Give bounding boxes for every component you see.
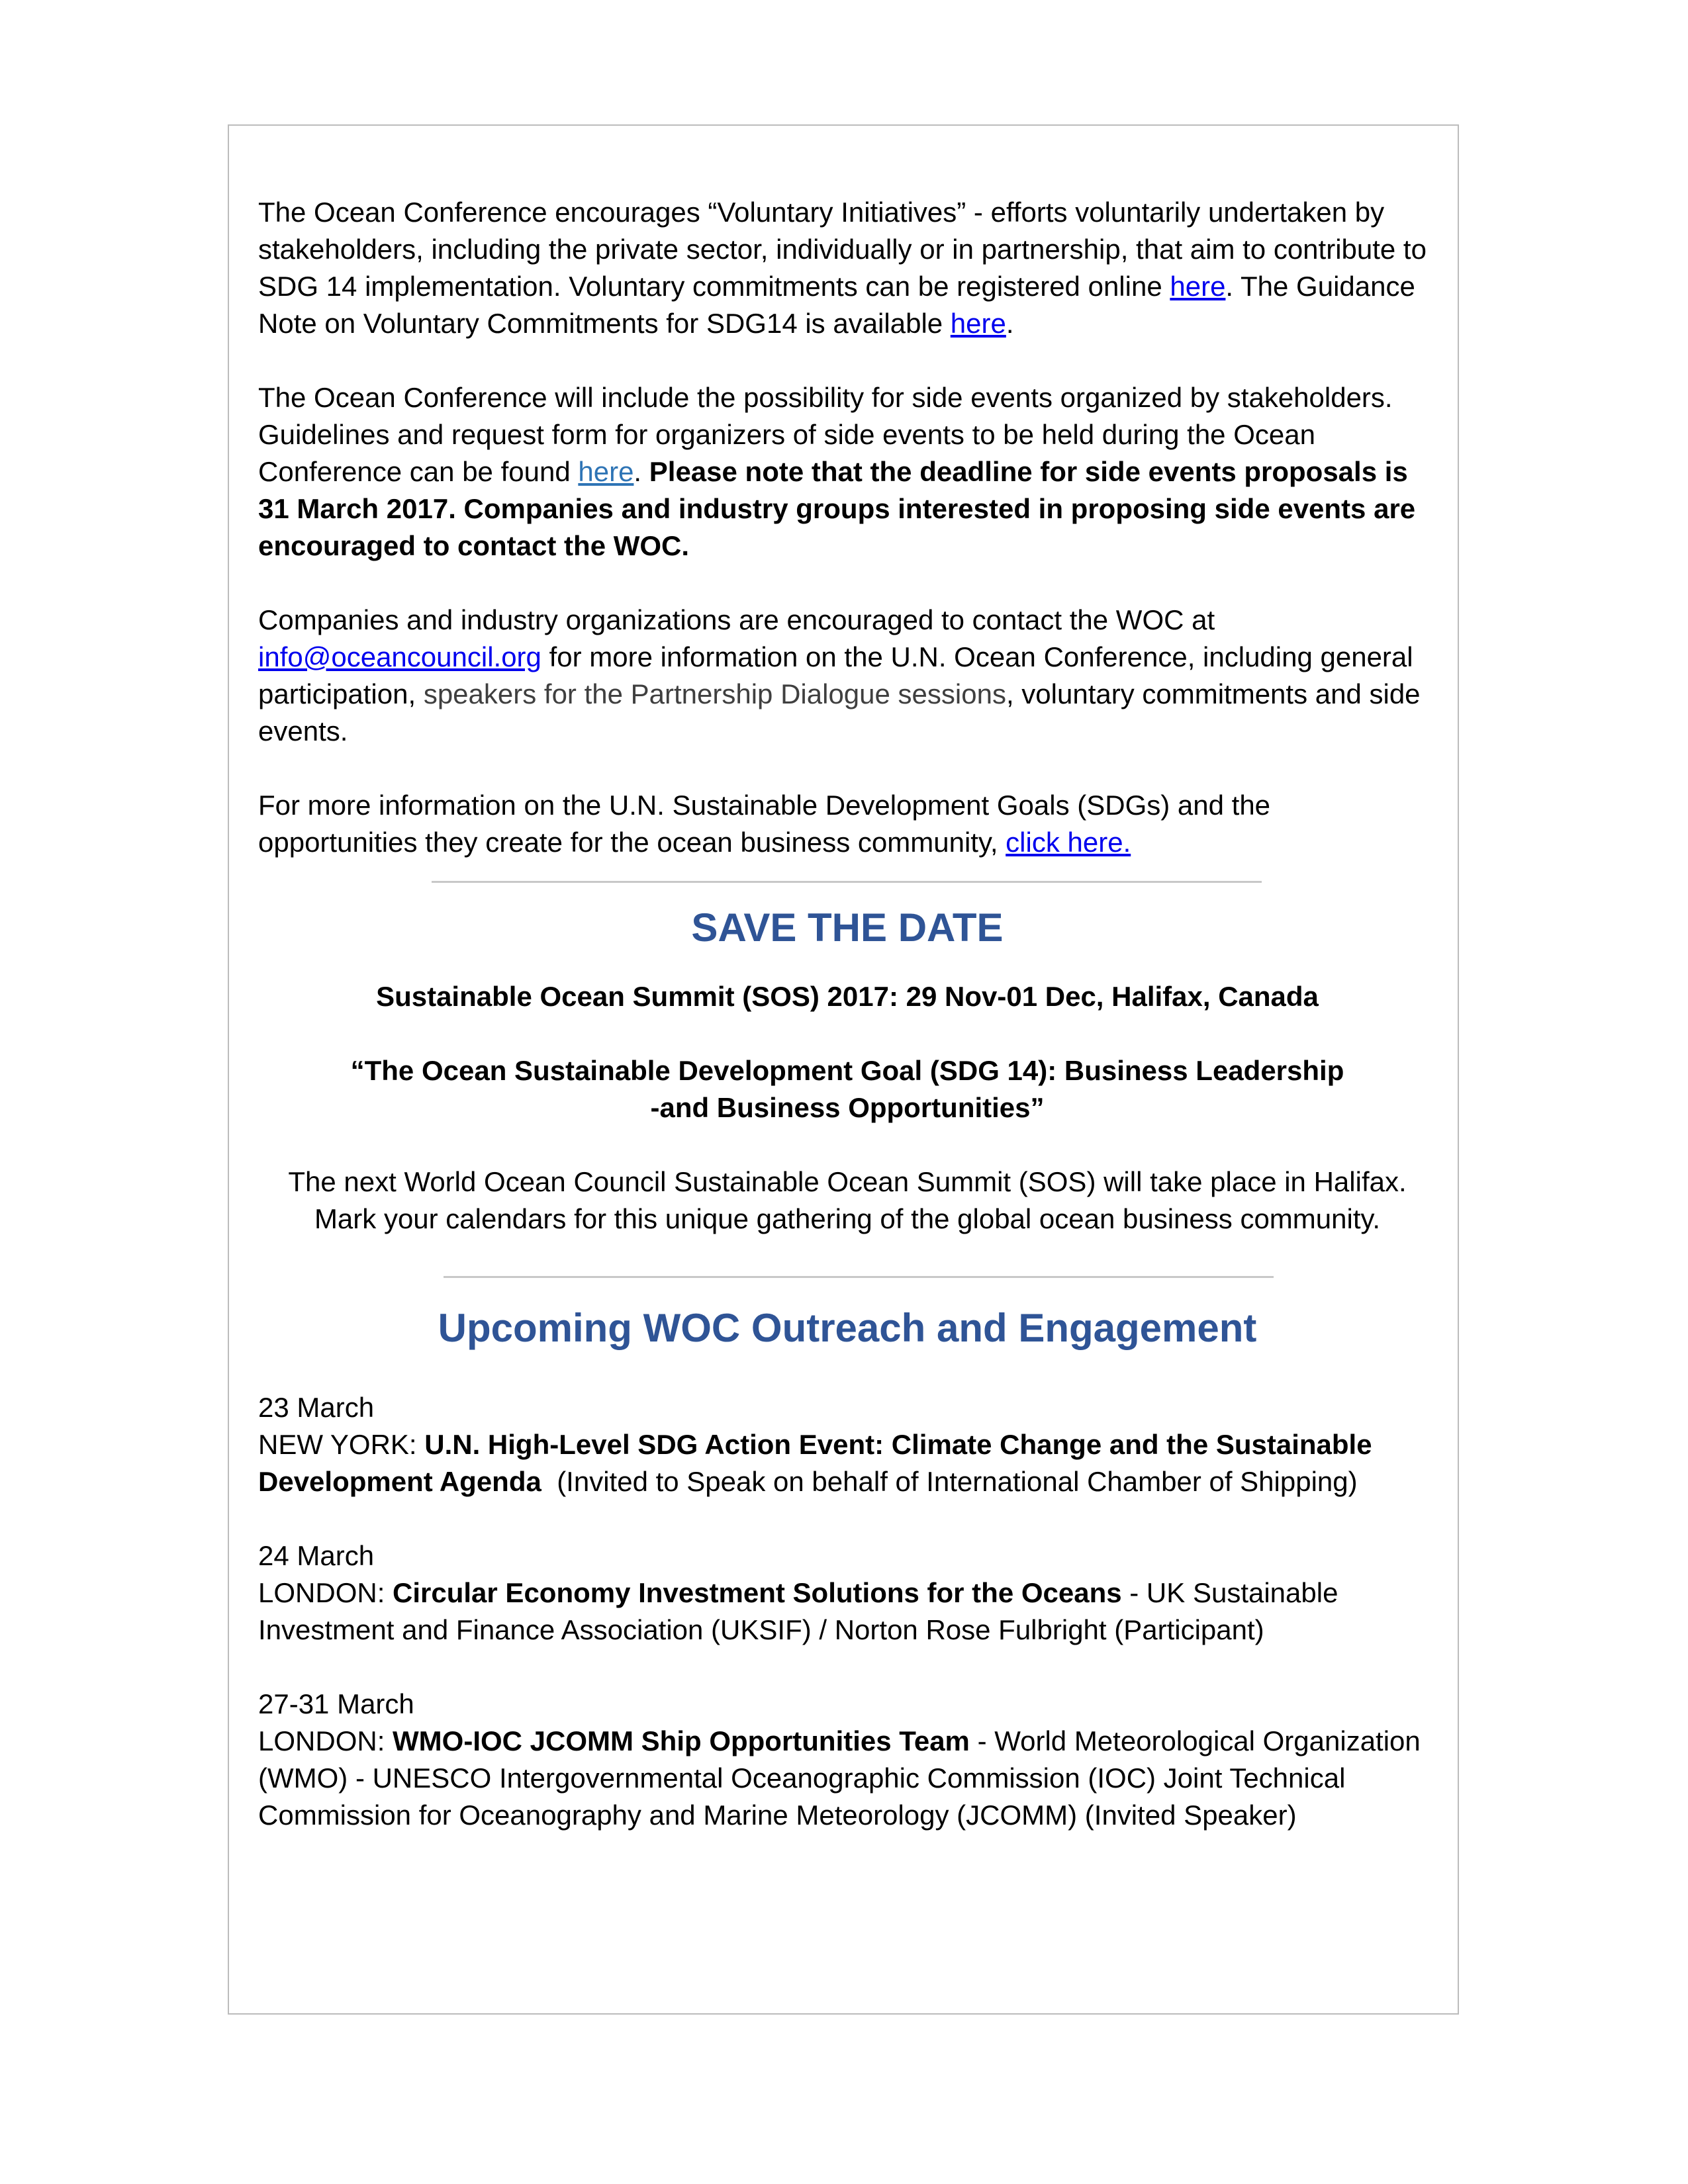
theme-line-2: -and Business Opportunities” [650, 1092, 1045, 1123]
email-link[interactable]: info@oceancouncil.org [258, 641, 541, 672]
outreach-heading: Upcoming WOC Outreach and Engagement [438, 1306, 1257, 1350]
text: . The Guidance Note on Voluntary Commitments for SDG14 is available [258, 271, 1415, 339]
partnership-dialogue-text: speakers for the Partnership Dialogue sessions [423, 678, 1006, 709]
text: For more information on the U.N. Sustainable Development Goals (SDGs) and the opportunities they create for the ocean business community, [258, 790, 1271, 858]
divider [432, 881, 1262, 883]
list-item [258, 1537, 1436, 1649]
text: . [1006, 308, 1014, 339]
event-city: LONDON: [258, 1577, 393, 1608]
text: The Ocean Conference encourages “Voluntary Initiatives” - efforts voluntarily undertaken by stakeholders, including the private sector, individually or in partnership, that aim to contribute to SDG 14 implementation. Voluntary commitments can be registered online [258, 197, 1427, 302]
text: Companies and industry organizations are encouraged to contact the WOC at [258, 604, 1215, 635]
event-detail: (Invited to Speak on behalf of International Chamber of Shipping) [541, 1466, 1358, 1497]
event-date: 27-31 March [258, 1688, 414, 1719]
text: for more information on the U.N. Ocean Conference, including general participation, [258, 641, 1413, 709]
event-detail: - World Meteorological Organization (WMO) - UNESCO Intergovernmental Oceanographic Commission (IOC) Joint Technical Commission for Oceanography and Marine Meteorology (JCOMM) (Invited Speaker) [258, 1725, 1421, 1831]
side-events-guidelines-link[interactable]: here [578, 456, 634, 487]
theme-line-1: “The Ocean Sustainable Development Goal (SDG 14): Business Leadership [350, 1055, 1344, 1086]
deadline-notice: Please note that the deadline for side events proposals is 31 March 2017. Companies and industry groups interested in proposing side events are encouraged to contact the WOC. [258, 456, 1416, 561]
summit-description: The next World Ocean Council Sustainable Ocean Summit (SOS) will take place in Halifax. Mark your calendars for this unique gathering of the global ocean business community. [288, 1166, 1407, 1234]
event-title: Circular Economy Investment Solutions for the Oceans [393, 1577, 1122, 1608]
newsletter-content [258, 194, 1436, 1871]
side-events-paragraph [258, 379, 1436, 565]
event-title: WMO-IOC JCOMM Ship Opportunities Team [393, 1725, 970, 1756]
event-city: NEW YORK: [258, 1429, 425, 1460]
save-the-date-heading: SAVE THE DATE [691, 905, 1004, 950]
voluntary-initiatives-paragraph [258, 194, 1436, 342]
event-date: 24 March [258, 1540, 375, 1571]
sdg-click-here-link[interactable]: click here. [1006, 827, 1131, 858]
outreach-events-list [258, 1389, 1436, 1834]
register-commitments-link[interactable]: here [1170, 271, 1226, 302]
summit-line [258, 978, 1436, 1015]
save-the-date-section [258, 978, 1436, 1238]
list-item [258, 1389, 1436, 1500]
event-title: U.N. High-Level SDG Action Event: Climate Change and the Sustainable Development Agenda [258, 1429, 1372, 1497]
summit-theme [258, 1052, 1436, 1126]
event-detail: - UK Sustainable Investment and Finance Association (UKSIF) / Norton Rose Fulbright (Participant) [258, 1577, 1338, 1645]
newsletter-frame [228, 124, 1459, 2015]
text: . [633, 456, 649, 487]
text: , voluntary commitments and side events. [258, 678, 1421, 747]
summit-title: Sustainable Ocean Summit (SOS) 2017: 29 Nov-01 Dec, Halifax, Canada [376, 981, 1319, 1012]
event-date: 23 March [258, 1392, 375, 1423]
contact-paragraph [258, 602, 1436, 750]
event-city: LONDON: [258, 1725, 393, 1756]
list-item [258, 1686, 1436, 1834]
sdg-info-paragraph [258, 787, 1436, 861]
guidance-note-link[interactable]: here [950, 308, 1006, 339]
divider [444, 1276, 1274, 1278]
text: The Ocean Conference will include the possibility for side events organized by stakeholders. Guidelines and request form for organizers of side events to be held during the Ocean Conference can be found [258, 382, 1393, 487]
